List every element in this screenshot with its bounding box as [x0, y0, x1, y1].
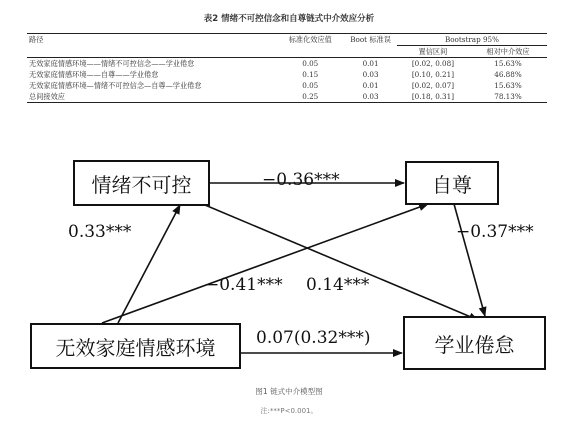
row-ci: [0.10, 0.21] — [411, 70, 454, 79]
coef-family-to-emotion: 0.33*** — [68, 222, 132, 242]
row-std: 0.05 — [302, 59, 319, 68]
figure-caption: 图1 链式中介模型图 — [255, 387, 323, 396]
table-row — [27, 91, 547, 103]
figure-note: 注:***P<0.001。 — [260, 407, 318, 415]
node-self-esteem — [405, 161, 499, 205]
row-relative: 15.63% — [494, 59, 522, 68]
header-relative: 相对中介效应 — [469, 46, 547, 58]
table-row — [27, 80, 547, 91]
node-family-environment — [30, 323, 241, 369]
table-row — [27, 58, 547, 70]
row-se: 0.01 — [362, 81, 379, 90]
table-row — [27, 69, 547, 80]
header-bootstrap: Bootstrap 95% — [397, 34, 547, 46]
row-relative: 78.13% — [469, 91, 547, 103]
row-relative: 46.88% — [494, 70, 522, 79]
coef-emotion-to-burnout: 0.14*** — [306, 275, 370, 295]
row-relative: 15.63% — [494, 81, 522, 90]
coef-family-to-burnout: 0.07(0.32***) — [256, 328, 371, 348]
row-path: 无效家庭情感环境—情绪不可控信念—自尊—学业倦怠 — [29, 81, 202, 90]
row-se: 0.01 — [362, 59, 379, 68]
node-label: 学业倦怠 — [434, 332, 515, 357]
mediation-table — [27, 33, 547, 103]
coef-family-to-self-esteem: −0.41*** — [205, 275, 283, 295]
row-ci: [0.18, 0.31] — [397, 91, 469, 103]
row-std: 0.05 — [302, 81, 319, 90]
coef-emotion-to-self-esteem: −0.36*** — [262, 170, 340, 190]
row-se: 0.03 — [344, 91, 397, 103]
row-ci: [0.02, 0.08] — [411, 59, 454, 68]
arrow-emotion-to-burnout — [205, 205, 478, 320]
row-path: 无效家庭情感环境——自尊——学业倦怠 — [29, 70, 159, 79]
arrow-family-to-self-esteem — [102, 204, 428, 323]
row-std: 0.15 — [302, 70, 319, 79]
header-boot-se: Boot 标准误 — [344, 34, 397, 46]
row-path: 总间接效应 — [27, 91, 276, 103]
coef-self-esteem-to-burnout: −0.37*** — [456, 222, 534, 242]
header-path: 路径 — [27, 34, 276, 46]
node-label: 情绪不可控 — [91, 172, 192, 197]
header-std-effect: 标准化效应值 — [276, 34, 344, 46]
row-ci: [0.02, 0.07] — [411, 81, 454, 90]
node-label: 无效家庭情感环境 — [55, 335, 216, 360]
node-label: 自尊 — [432, 172, 472, 197]
table-title: 表2 情绪不可控信念和自尊链式中介效应分析 — [203, 14, 375, 24]
row-se: 0.03 — [362, 70, 379, 79]
node-emotion-uncontrollability — [73, 160, 210, 206]
arrow-self-esteem-to-burnout — [454, 204, 485, 316]
header-ci: 置信区间 — [397, 46, 469, 58]
node-academic-burnout — [403, 316, 546, 370]
row-std: 0.25 — [276, 91, 344, 103]
row-path: 无效家庭情感环境——情绪不可控信念——学业倦怠 — [29, 59, 195, 68]
